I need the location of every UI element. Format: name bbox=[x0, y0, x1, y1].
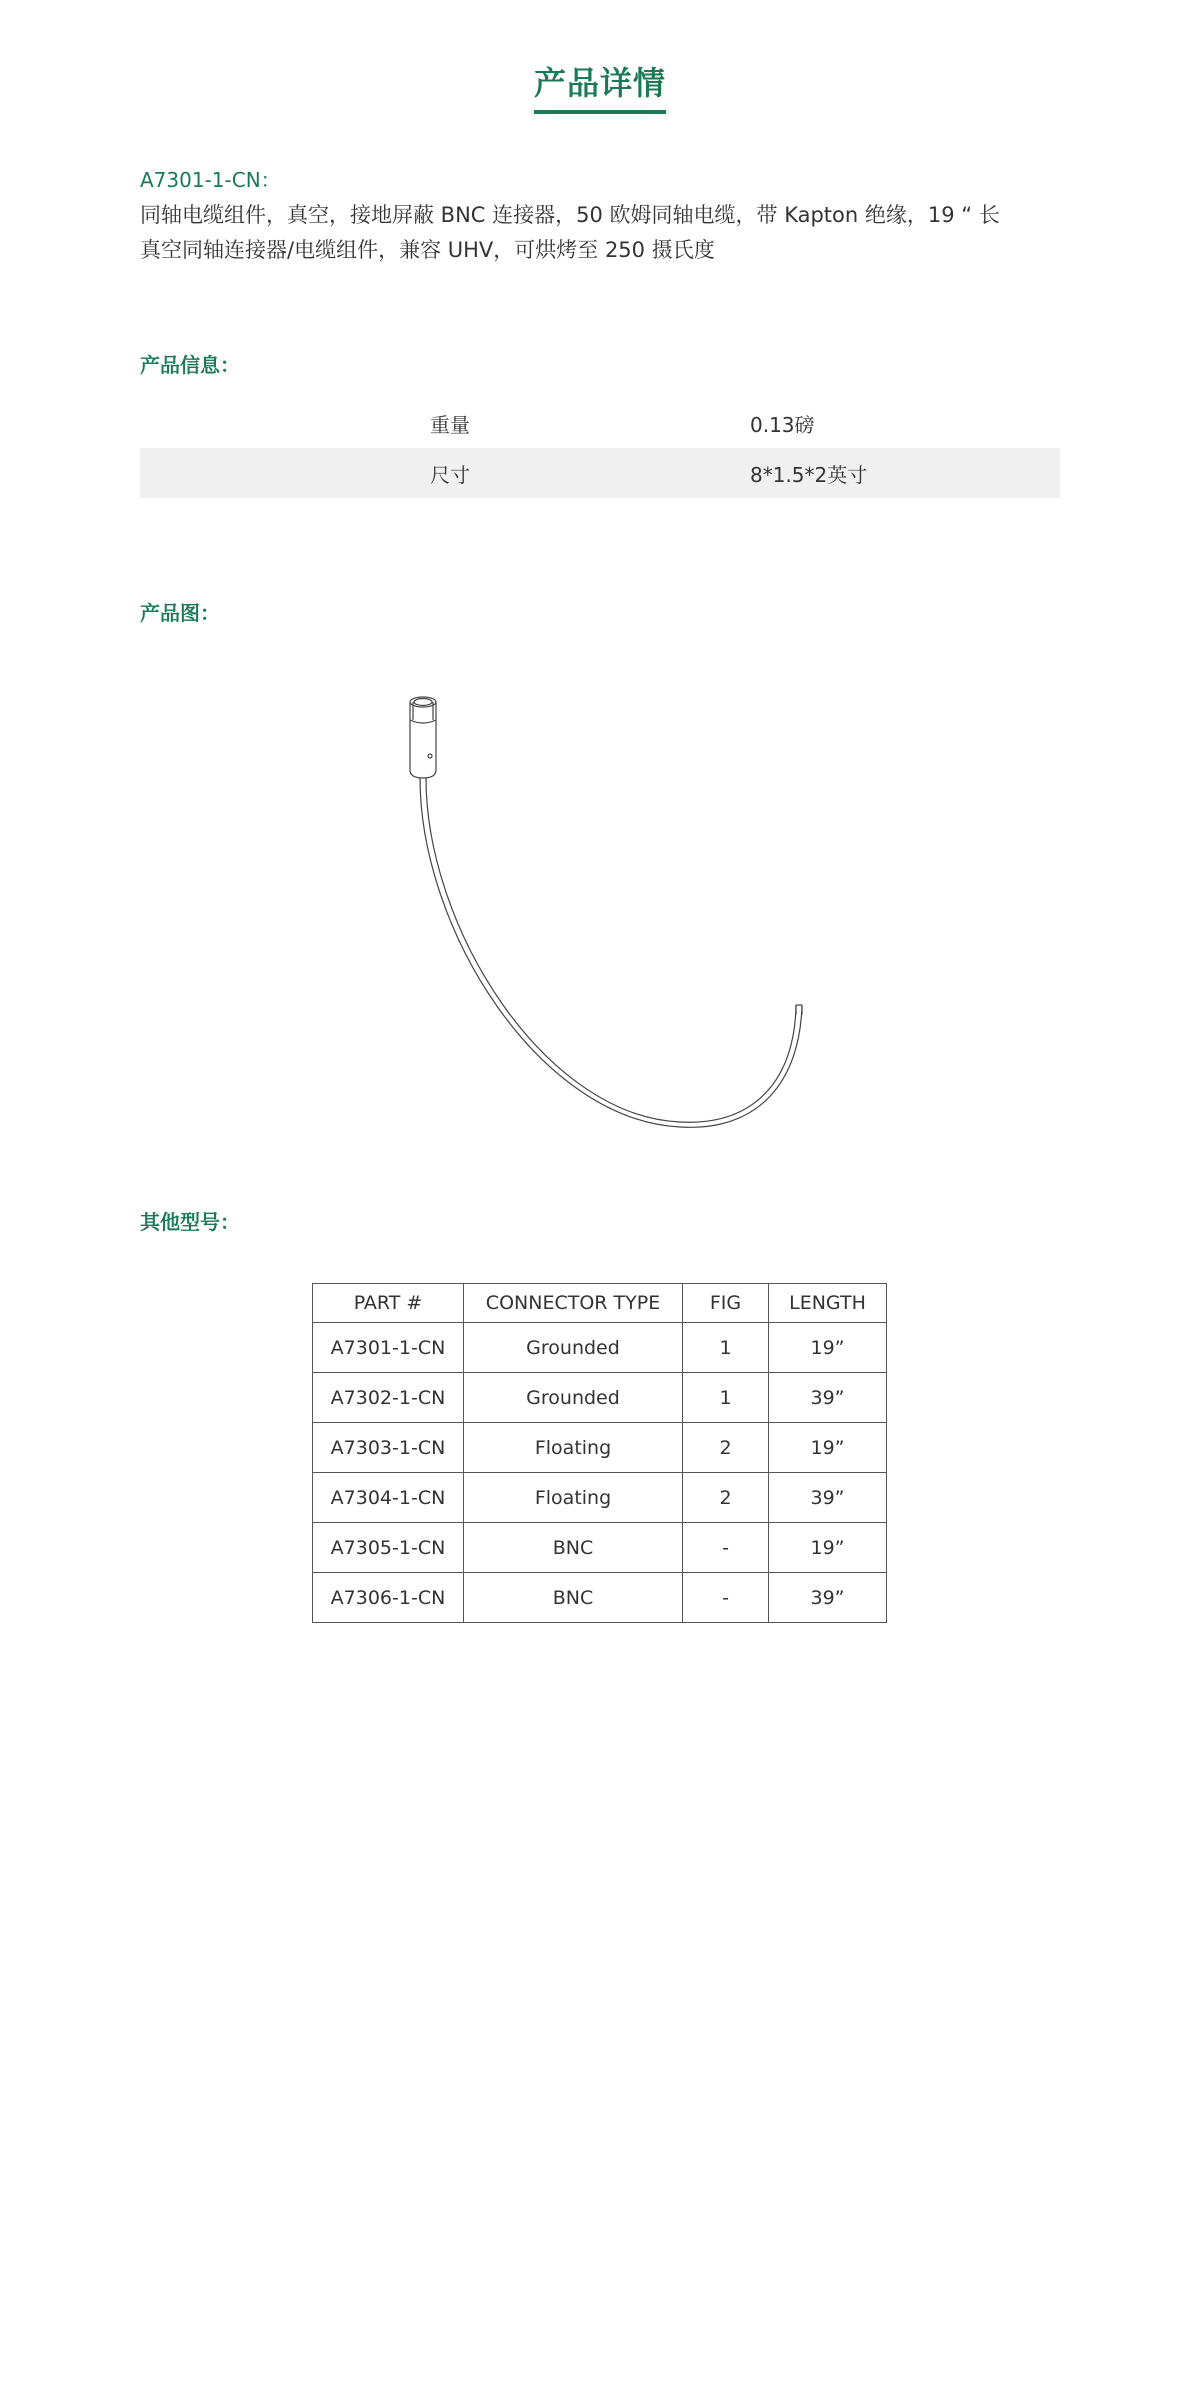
info-row bbox=[140, 448, 1060, 498]
cell-fig: 2 bbox=[683, 1473, 769, 1523]
column-header-connector-type: CONNECTOR TYPE bbox=[464, 1284, 683, 1323]
table-row bbox=[313, 1423, 887, 1473]
cell-part: A7302-1-CN bbox=[313, 1373, 464, 1423]
cell-part: A7304-1-CN bbox=[313, 1473, 464, 1523]
cell-fig: - bbox=[683, 1573, 769, 1623]
product-description bbox=[140, 198, 1040, 268]
table-row bbox=[313, 1573, 887, 1623]
cell-length: 39” bbox=[769, 1473, 887, 1523]
table-row bbox=[313, 1473, 887, 1523]
info-key: 尺寸 bbox=[140, 448, 750, 498]
cell-connector-type: BNC bbox=[464, 1573, 683, 1623]
cell-part: A7301-1-CN bbox=[313, 1323, 464, 1373]
table-row bbox=[313, 1373, 887, 1423]
table-header-row bbox=[313, 1284, 887, 1323]
column-header-part: PART # bbox=[313, 1284, 464, 1323]
cell-part: A7306-1-CN bbox=[313, 1573, 464, 1623]
product-code: A7301-1-CN： bbox=[140, 168, 281, 192]
cell-connector-type: Grounded bbox=[464, 1373, 683, 1423]
cell-fig: 1 bbox=[683, 1323, 769, 1373]
cell-connector-type: Floating bbox=[464, 1423, 683, 1473]
cell-part: A7305-1-CN bbox=[313, 1523, 464, 1573]
cell-length: 39” bbox=[769, 1573, 887, 1623]
cell-length: 19” bbox=[769, 1523, 887, 1573]
section-label-info: 产品信息： bbox=[140, 353, 240, 377]
product-image-cable-drawing bbox=[340, 680, 840, 1150]
cell-fig: 1 bbox=[683, 1373, 769, 1423]
cell-fig: 2 bbox=[683, 1423, 769, 1473]
page-title bbox=[0, 58, 1200, 114]
table-row bbox=[313, 1323, 887, 1373]
table-row bbox=[313, 1523, 887, 1573]
section-label-image: 产品图： bbox=[140, 601, 220, 625]
column-header-length: LENGTH bbox=[769, 1284, 887, 1323]
info-value: 8*1.5*2英寸 bbox=[750, 448, 1060, 498]
info-value: 0.13磅 bbox=[750, 412, 815, 437]
cell-length: 39” bbox=[769, 1373, 887, 1423]
cell-length: 19” bbox=[769, 1423, 887, 1473]
section-label-models: 其他型号： bbox=[140, 1210, 240, 1234]
page-title-text: 产品详情 bbox=[534, 58, 666, 114]
cell-connector-type: Grounded bbox=[464, 1323, 683, 1373]
column-header-fig: FIG bbox=[683, 1284, 769, 1323]
cell-fig: - bbox=[683, 1523, 769, 1573]
cell-part: A7303-1-CN bbox=[313, 1423, 464, 1473]
other-models-table bbox=[312, 1283, 887, 1623]
cell-length: 19” bbox=[769, 1323, 887, 1373]
cell-connector-type: BNC bbox=[464, 1523, 683, 1573]
cell-connector-type: Floating bbox=[464, 1473, 683, 1523]
info-row bbox=[140, 398, 1060, 448]
description-line-1: 同轴电缆组件，真空，接地屏蔽 BNC 连接器，50 欧姆同轴电缆，带 Kapton 绝缘，19 “ 长 bbox=[140, 203, 1000, 227]
description-line-2: 真空同轴连接器/电缆组件，兼容 UHV，可烘烤至 250 摄氏度 bbox=[140, 238, 715, 262]
product-info-table bbox=[140, 398, 1060, 498]
info-key: 重量 bbox=[430, 412, 470, 437]
